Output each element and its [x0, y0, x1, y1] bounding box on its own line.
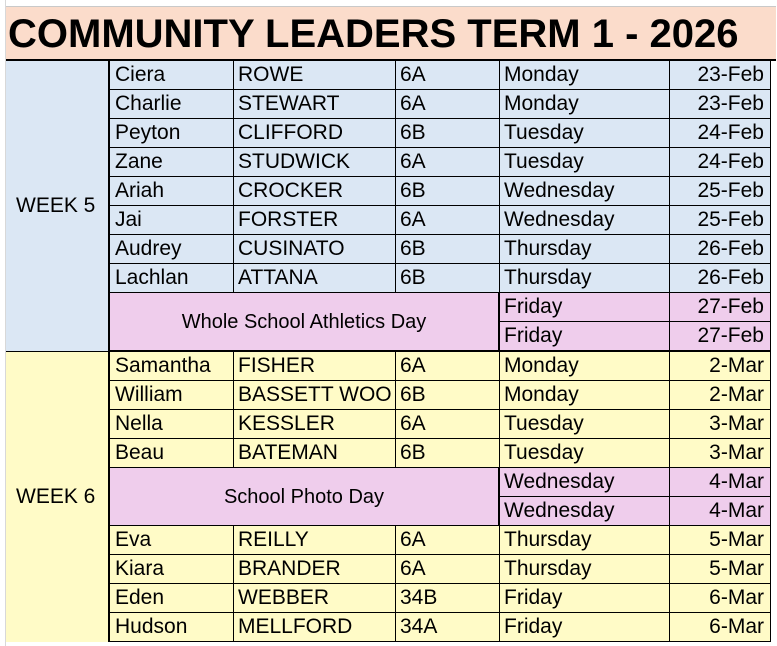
- week5-row-last-cell[interactable]: CUSINATO: [233, 235, 395, 264]
- week6-row-first-cell[interactable]: Eden: [110, 584, 233, 613]
- week5-row-last-cell[interactable]: STUDWICK: [233, 148, 395, 177]
- event-date-cell[interactable]: 4-Mar: [669, 468, 770, 497]
- week-label[interactable]: WEEK 6: [6, 352, 110, 642]
- week5-row-date-cell[interactable]: 23-Feb: [669, 61, 770, 90]
- week5-row-first-cell[interactable]: Peyton: [110, 119, 233, 148]
- week5-row-cls-cell[interactable]: 6A: [395, 148, 499, 177]
- grid-line-v: [233, 526, 234, 642]
- event-date-cell[interactable]: 4-Mar: [669, 497, 770, 526]
- week6-row-day-cell[interactable]: Thursday: [499, 555, 669, 584]
- week5-row-cls-cell[interactable]: 6A: [395, 206, 499, 235]
- week6-row-cls-cell[interactable]: 6A: [395, 352, 499, 381]
- week6-row-day-cell[interactable]: Monday: [499, 381, 669, 410]
- week6-row-last-cell[interactable]: REILLY: [233, 526, 395, 555]
- sheet-title[interactable]: COMMUNITY LEADERS TERM 1 - 2026: [6, 6, 776, 61]
- week6-row-last-cell[interactable]: KESSLER: [233, 410, 395, 439]
- week6-row-last-cell[interactable]: MELLFORD: [233, 613, 395, 642]
- event-day-cell[interactable]: Wednesday: [499, 468, 669, 497]
- week5-row-date-cell[interactable]: 25-Feb: [669, 177, 770, 206]
- grid-line-v: [669, 61, 670, 642]
- week6-row-date-cell[interactable]: 3-Mar: [669, 410, 770, 439]
- week-label[interactable]: WEEK 5: [6, 61, 110, 351]
- week5-row-first-cell[interactable]: Ariah: [110, 177, 233, 206]
- week6-row-first-cell[interactable]: Beau: [110, 439, 233, 468]
- week5-row-date-cell[interactable]: 24-Feb: [669, 119, 770, 148]
- grid-line-v: [233, 61, 234, 293]
- week5-row-date-cell[interactable]: 23-Feb: [669, 90, 770, 119]
- event-day-cell[interactable]: Wednesday: [499, 497, 669, 526]
- week5-row-date-cell[interactable]: 26-Feb: [669, 264, 770, 293]
- week6-row-cls-cell[interactable]: 34A: [395, 613, 499, 642]
- event-date-cell[interactable]: 27-Feb: [669, 293, 770, 322]
- week5-row-first-cell[interactable]: Audrey: [110, 235, 233, 264]
- week5-row-cls-cell[interactable]: 6A: [395, 90, 499, 119]
- week6-row-date-cell[interactable]: 5-Mar: [669, 555, 770, 584]
- week5-row-last-cell[interactable]: ATTANA: [233, 264, 395, 293]
- week5-row-day-cell[interactable]: Thursday: [499, 235, 669, 264]
- event-day-cell[interactable]: Friday: [499, 293, 669, 322]
- week5-row-cls-cell[interactable]: 6B: [395, 119, 499, 148]
- week5-row-day-cell[interactable]: Tuesday: [499, 148, 669, 177]
- week5-row-last-cell[interactable]: ROWE: [233, 61, 395, 90]
- week5-row-cls-cell[interactable]: 6A: [395, 61, 499, 90]
- week5-row-cls-cell[interactable]: 6B: [395, 235, 499, 264]
- week6-row-first-cell[interactable]: Hudson: [110, 613, 233, 642]
- week6-row-cls-cell[interactable]: 6B: [395, 439, 499, 468]
- grid-line-v: [395, 352, 396, 468]
- week6-row-day-cell[interactable]: Tuesday: [499, 410, 669, 439]
- week5-row-day-cell[interactable]: Monday: [499, 90, 669, 119]
- week5-row-first-cell[interactable]: Lachlan: [110, 264, 233, 293]
- week6-row-date-cell[interactable]: 6-Mar: [669, 584, 770, 613]
- week6-row-last-cell[interactable]: WEBBER: [233, 584, 395, 613]
- event-day-cell[interactable]: Friday: [499, 322, 669, 351]
- week5-row-last-cell[interactable]: CLIFFORD: [233, 119, 395, 148]
- week6-row-first-cell[interactable]: Nella: [110, 410, 233, 439]
- grid-line-v: [233, 352, 234, 468]
- week6-row-date-cell[interactable]: 2-Mar: [669, 381, 770, 410]
- week5-row-date-cell[interactable]: 24-Feb: [669, 148, 770, 177]
- event-cell[interactable]: School Photo Day: [110, 468, 499, 526]
- week5-row-last-cell[interactable]: FORSTER: [233, 206, 395, 235]
- week5-row-day-cell[interactable]: Tuesday: [499, 119, 669, 148]
- grid-line-v: [395, 526, 396, 642]
- week5-row-first-cell[interactable]: Charlie: [110, 90, 233, 119]
- event-date-cell[interactable]: 27-Feb: [669, 322, 770, 351]
- week5-row-first-cell[interactable]: Zane: [110, 148, 233, 177]
- week5-row-first-cell[interactable]: Ciera: [110, 61, 233, 90]
- week6-row-day-cell[interactable]: Tuesday: [499, 439, 669, 468]
- week6-row-last-cell[interactable]: FISHER: [233, 352, 395, 381]
- week6-row-date-cell[interactable]: 6-Mar: [669, 613, 770, 642]
- week6-row-first-cell[interactable]: William: [110, 381, 233, 410]
- week5-row-day-cell[interactable]: Thursday: [499, 264, 669, 293]
- week6-row-first-cell[interactable]: Samantha: [110, 352, 233, 381]
- week6-row-day-cell[interactable]: Friday: [499, 613, 669, 642]
- week6-row-last-cell[interactable]: BATEMAN: [233, 439, 395, 468]
- week5-row-date-cell[interactable]: 25-Feb: [669, 206, 770, 235]
- week6-row-cls-cell[interactable]: 6B: [395, 381, 499, 410]
- week6-row-cls-cell[interactable]: 34B: [395, 584, 499, 613]
- week5-row-last-cell[interactable]: CROCKER: [233, 177, 395, 206]
- week5-row-cls-cell[interactable]: 6B: [395, 177, 499, 206]
- week6-row-day-cell[interactable]: Thursday: [499, 526, 669, 555]
- week5-row-day-cell[interactable]: Wednesday: [499, 177, 669, 206]
- week6-row-first-cell[interactable]: Kiara: [110, 555, 233, 584]
- week6-row-day-cell[interactable]: Friday: [499, 584, 669, 613]
- week6-row-date-cell[interactable]: 5-Mar: [669, 526, 770, 555]
- week6-row-first-cell[interactable]: Eva: [110, 526, 233, 555]
- week5-row-cls-cell[interactable]: 6B: [395, 264, 499, 293]
- week6-row-last-cell[interactable]: BASSETT WOO: [233, 381, 395, 410]
- grid-line-v: [395, 61, 396, 293]
- week5-row-day-cell[interactable]: Wednesday: [499, 206, 669, 235]
- week5-row-date-cell[interactable]: 26-Feb: [669, 235, 770, 264]
- week5-row-day-cell[interactable]: Monday: [499, 61, 669, 90]
- grid-line-v: [499, 61, 500, 642]
- week6-row-cls-cell[interactable]: 6A: [395, 555, 499, 584]
- week6-row-last-cell[interactable]: BRANDER: [233, 555, 395, 584]
- week6-row-cls-cell[interactable]: 6A: [395, 410, 499, 439]
- event-cell[interactable]: Whole School Athletics Day: [110, 293, 499, 351]
- week6-row-date-cell[interactable]: 2-Mar: [669, 352, 770, 381]
- grid-line-h: [110, 641, 770, 642]
- grid-line-v: [770, 61, 771, 642]
- week6-row-cls-cell[interactable]: 6A: [395, 526, 499, 555]
- week6-row-day-cell[interactable]: Monday: [499, 352, 669, 381]
- week5-row-last-cell[interactable]: STEWART: [233, 90, 395, 119]
- week5-row-first-cell[interactable]: Jai: [110, 206, 233, 235]
- week6-row-date-cell[interactable]: 3-Mar: [669, 439, 770, 468]
